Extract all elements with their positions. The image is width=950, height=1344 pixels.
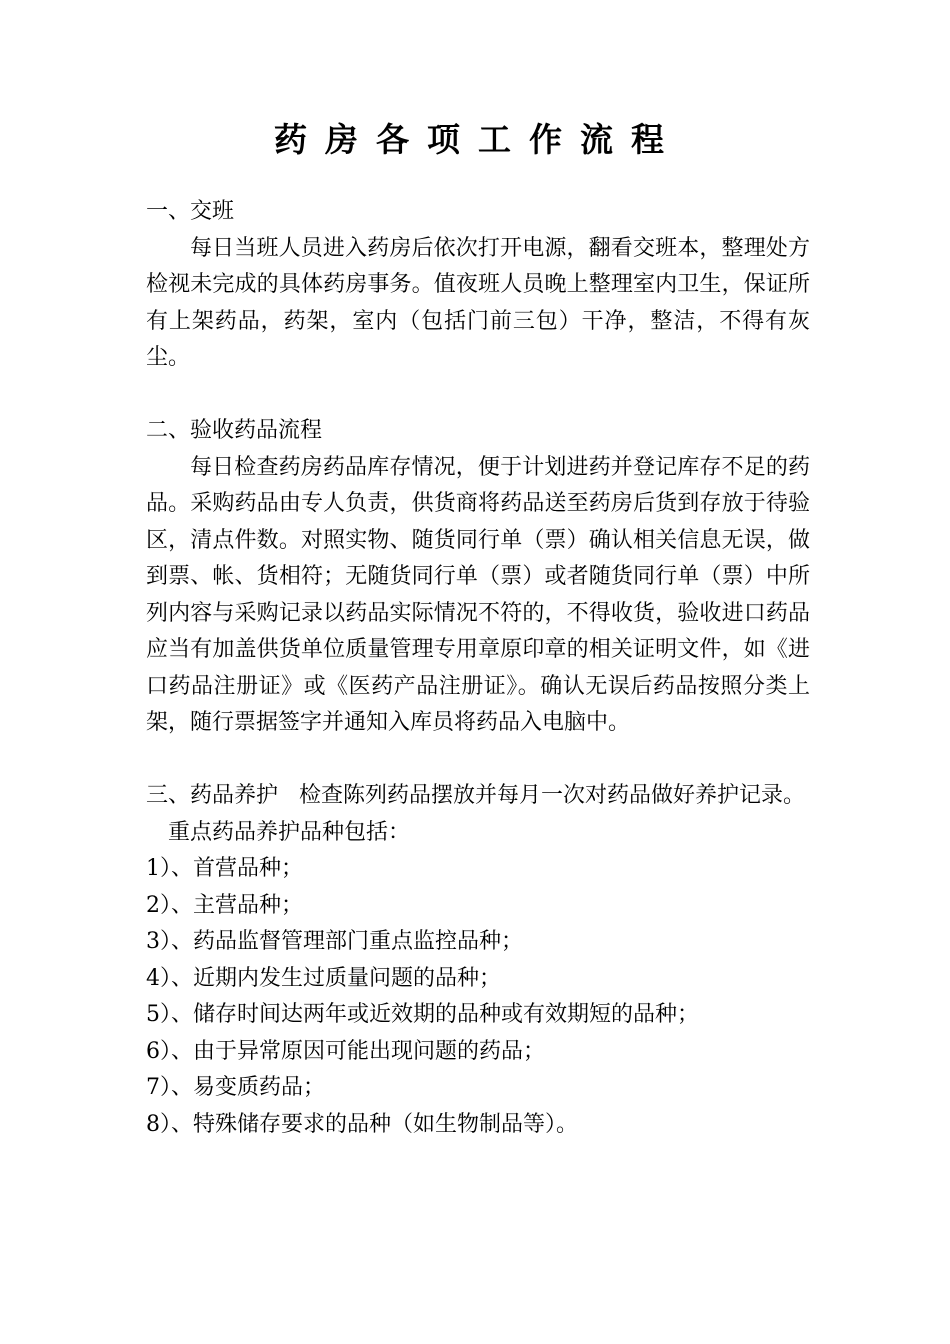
list-item: 2）、主营品种；: [146, 892, 303, 918]
document-title: 药房各项工作流程: [274, 120, 682, 159]
maintenance-sub-heading: 重点药品养护品种包括：: [168, 819, 411, 845]
list-item: 4）、近期内发生过质量问题的品种；: [146, 965, 501, 991]
list-item: 1）、首营品种；: [146, 856, 303, 881]
section-heading-acceptance: 二、验收药品流程: [146, 418, 323, 443]
section-paragraph-handover: 每日当班人员进入药房后依次打开电源，翻看交班本，整理处方检视未完成的具体药房事务。值夜班人员晚上整理室内卫生，保证所有上架药品，药架，室内（包括门前三包）干净，整洁，不得有灰尘。: [146, 235, 810, 370]
section-heading-maintenance: 三、药品养护: [146, 783, 279, 808]
section-heading-handover: 一、交班: [146, 199, 235, 224]
list-item: 3）、药品监督管理部门重点监控品种；: [146, 929, 523, 954]
section-maintenance: [146, 778, 810, 815]
section-paragraph-acceptance: 每日检查药房药品库存情况，便于计划进药并登记库存不足的药品。采购药品由专人负责，供货商将药品送至药房后货到存放于待验区，清点件数。对照实物、随货同行单（票）确认相关信息无误，做到票、帐、货相符；无随货同行单（票）或者随货同行单（票）中所列内容与采购记录以药品实际情况不符的，不得收货，验收进口药品应当有加盖供货单位质量管理专用章原印章的相关证明文件，如《进口药品注册证》或《医药产品注册证》。确认无误后药品按照分类上架，随行票据签字并通知入库员将药品入电脑中。: [146, 454, 810, 735]
list-item: 7）、易变质药品；: [146, 1075, 325, 1100]
section-spacer: [146, 742, 810, 779]
list-item: 6）、由于异常原因可能出现问题的药品；: [146, 1038, 545, 1064]
list-item: 8）、特殊储存要求的品种（如生物制品等）。: [146, 1111, 578, 1137]
maintenance-list: [146, 851, 810, 1143]
document-body: [146, 194, 810, 1143]
section-spacer: [146, 377, 810, 414]
heading-gap: [278, 783, 299, 808]
section-inline-text-maintenance: 检查陈列药品摆放并每月一次对药品做好养护记录。: [299, 783, 806, 808]
list-item: 5）、储存时间达两年或近效期的品种或有效期短的品种；: [146, 1002, 699, 1027]
